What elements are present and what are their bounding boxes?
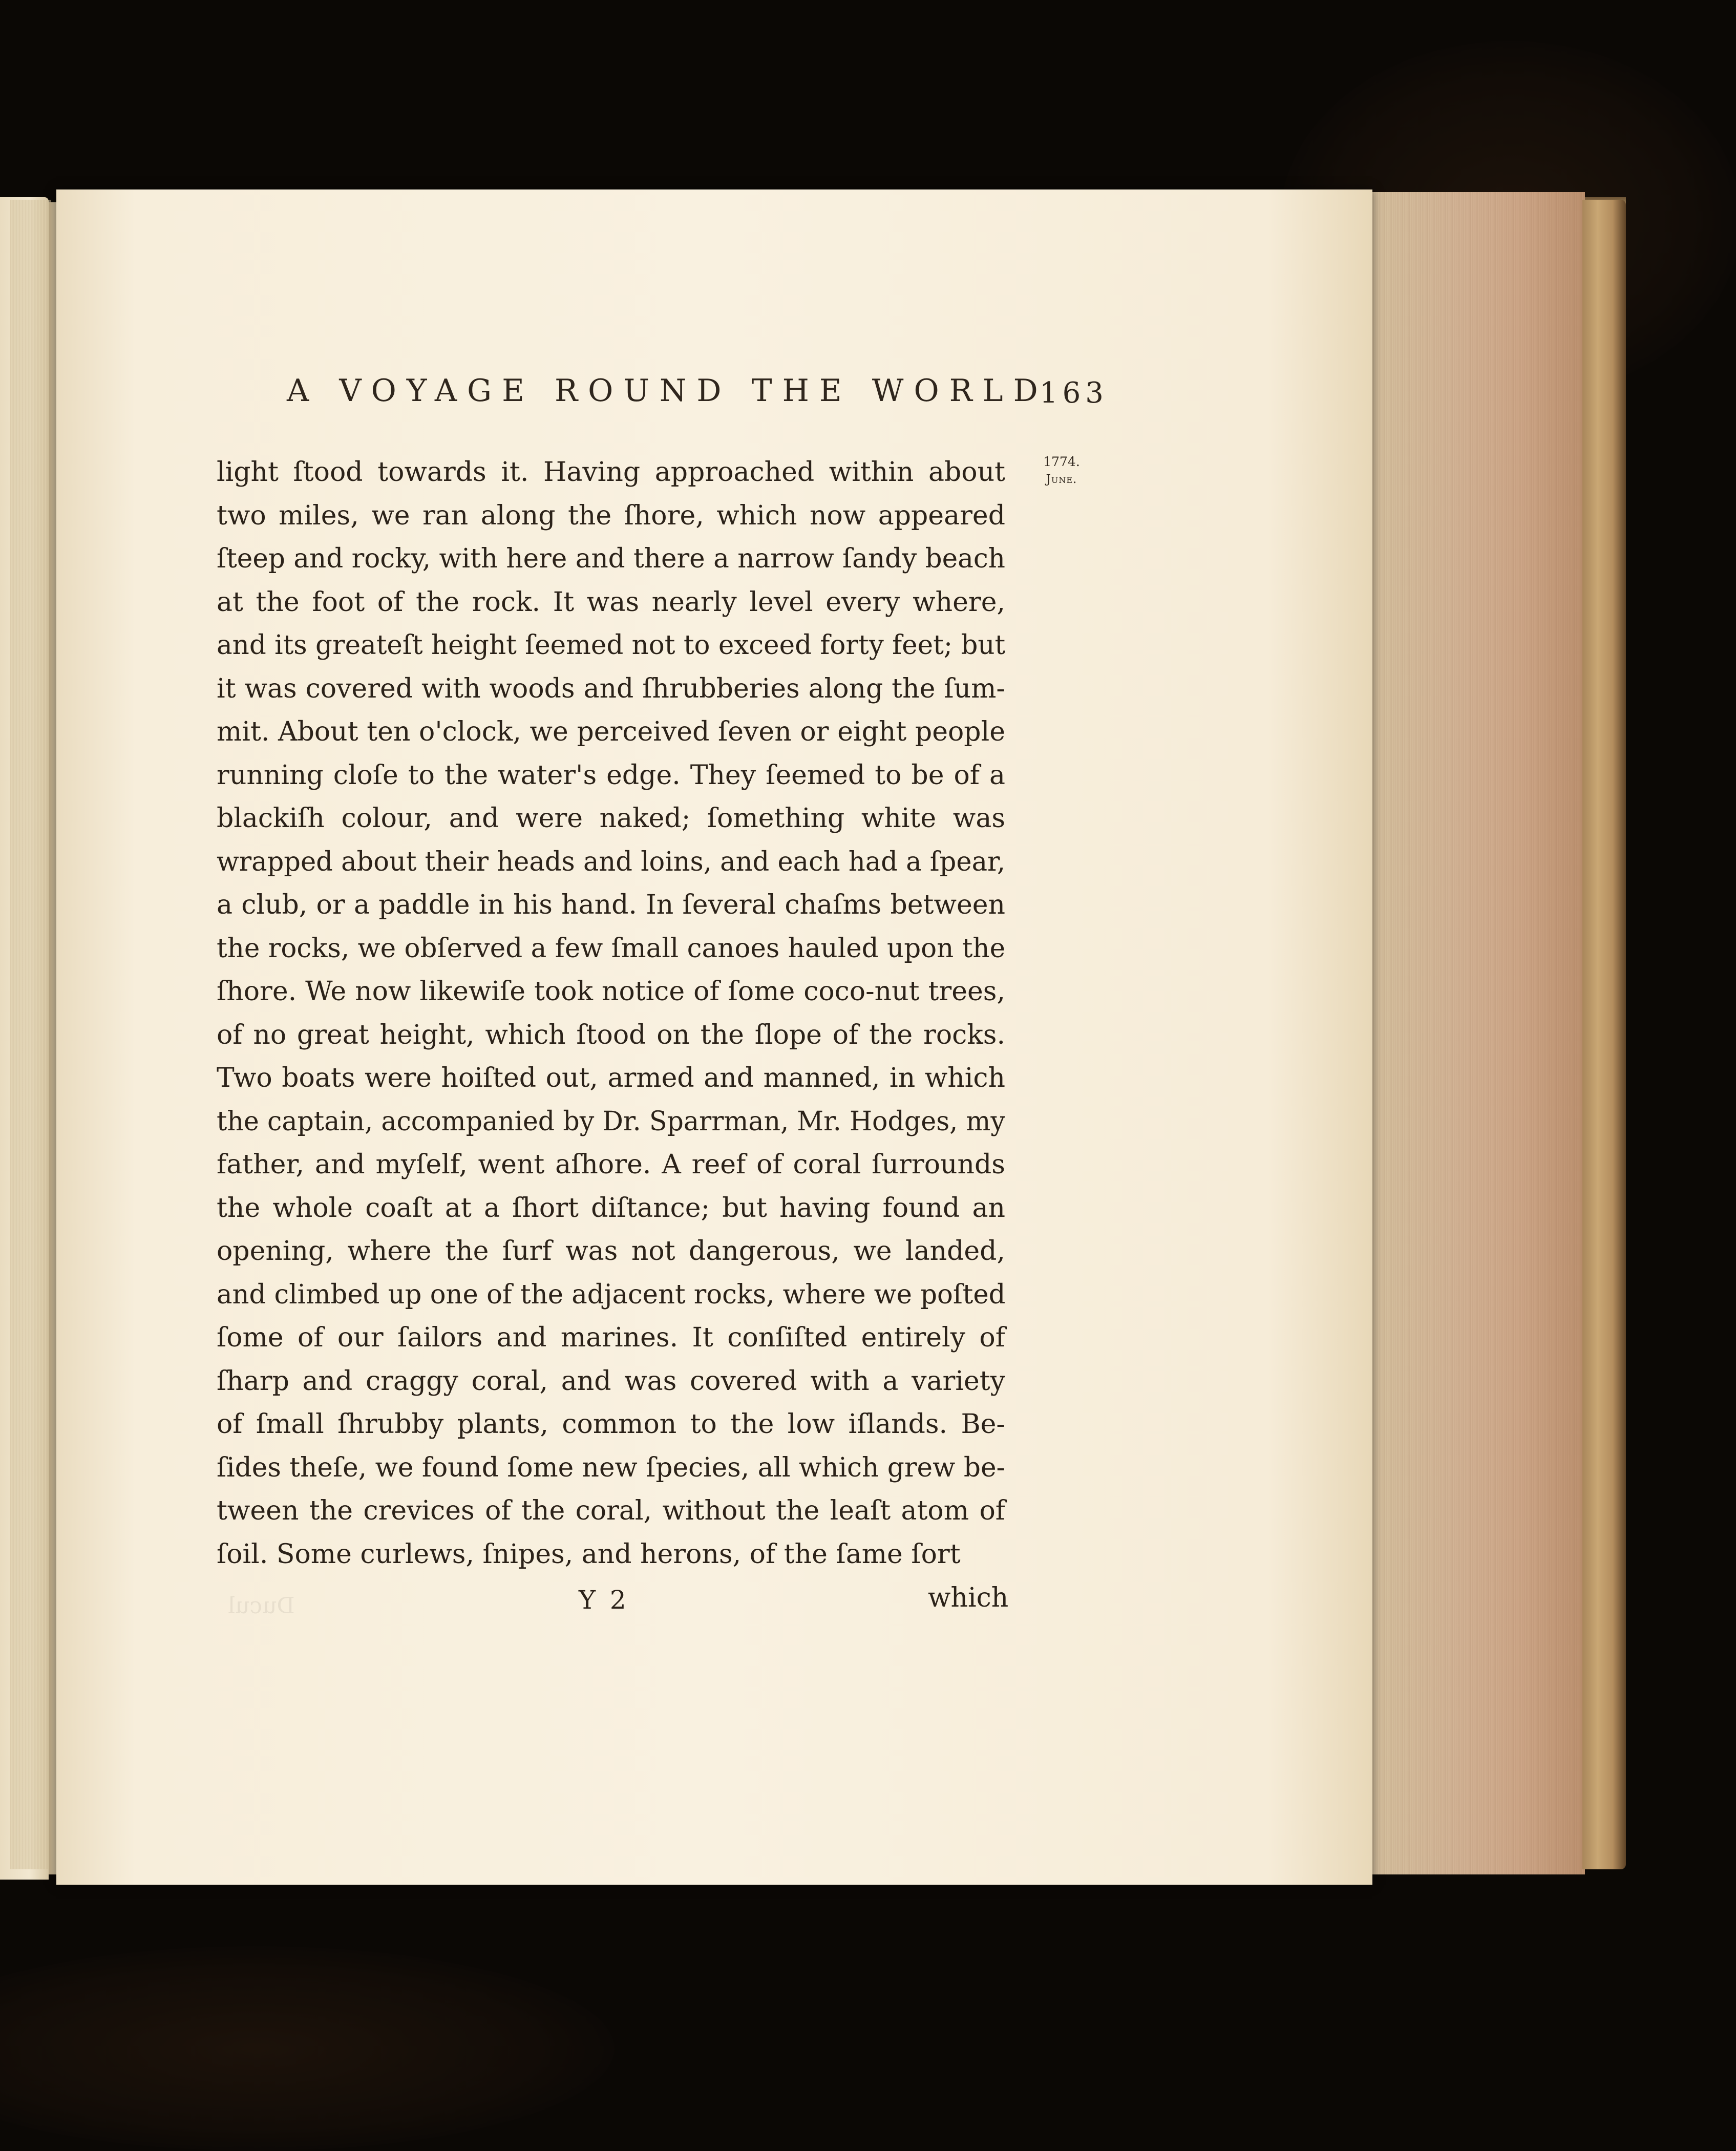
text-line: mit. About ten o'clock, we perceived ſeven or eight people [217, 716, 1005, 747]
page-block-edges [1370, 192, 1585, 1874]
page-number: 163 [1040, 376, 1108, 410]
text-line: ſides theſe, we found ſome new ſpecies, all which grew be- [217, 1452, 1006, 1483]
body-text [217, 451, 1005, 1576]
text-line: ſharp and craggy coral, and was covered with a variety [217, 1365, 1005, 1397]
text-line: father, and myſelf, went aſhore. A reef of coral ſurrounds [217, 1149, 1005, 1180]
text-line: Two boats were hoiſted out, armed and manned, in which [217, 1063, 1005, 1093]
text-line: running cloſe to the water's edge. They ſeemed to be of a [217, 760, 1005, 791]
text-line: of ſmall ſhrubby plants, common to the low iſlands. Be- [217, 1409, 1005, 1440]
text-line: ſhore. We now likewiſe took notice of ſome coco-nut trees, [217, 976, 1005, 1007]
text-line: the rocks, we obſerved a few ſmall canoes hauled upon the [217, 933, 1006, 964]
text-line: it was covered with woods and ſhrubberies along the ſum- [217, 673, 1005, 704]
signature-mark: Y 2 [579, 1585, 629, 1615]
text-line: ſoil. Some curlews, ſnipes, and herons, of the ſame ſort [217, 1538, 961, 1570]
margin-note [1039, 453, 1085, 488]
text-line: at the foot of the rock. It was nearly level every where, [217, 586, 1005, 618]
text-line: and its greateſt height ſeemed not to exceed forty feet; but [217, 630, 1006, 661]
show-through-text: Ducul [228, 1593, 295, 1619]
text-line: of no great height, which ſtood on the ſlope of the rocks. [217, 1019, 1005, 1050]
text-line: and climbed up one of the adjacent rocks, where we poſted [217, 1279, 1006, 1310]
text-line: wrapped about their heads and loins, and each had a ſpear, [217, 846, 1006, 877]
catchword: which [928, 1583, 1009, 1613]
running-head: A VOYAGE ROUND THE WORLD [287, 373, 1048, 409]
text-line: ſteep and rocky, with here and there a narrow ſandy beach [217, 543, 1005, 574]
margin-note-month: June. [1046, 473, 1077, 486]
text-line: opening, where the ſurf was not dangerous, we landed, [217, 1236, 1005, 1267]
text-line: the captain, accompanied by Dr. Sparrman, Mr. Hodges, my [217, 1106, 1005, 1137]
margin-note-year: 1774. [1043, 454, 1080, 469]
text-line: the whole coaſt at a ſhort diſtance; but having found an [217, 1192, 1005, 1224]
text-line: ſome of our ſailors and marines. It conſiſted entirely of [217, 1322, 1005, 1353]
text-line: a club, or a paddle in his hand. In ſeveral chaſms between [217, 890, 1005, 920]
facing-page-texture [10, 200, 51, 1869]
text-line: light ſtood towards it. Having approached within about [217, 457, 1005, 488]
text-line: tween the crevices of the coral, without the leaſt atom of [217, 1495, 1005, 1526]
background-shadow [0, 1946, 615, 2151]
text-line: blackiſh colour, and were naked; ſomething white was [217, 803, 1005, 834]
text-line: two miles, we ran along the ſhore, which now appeared [217, 500, 1005, 531]
book-cover-board [1582, 200, 1626, 1869]
